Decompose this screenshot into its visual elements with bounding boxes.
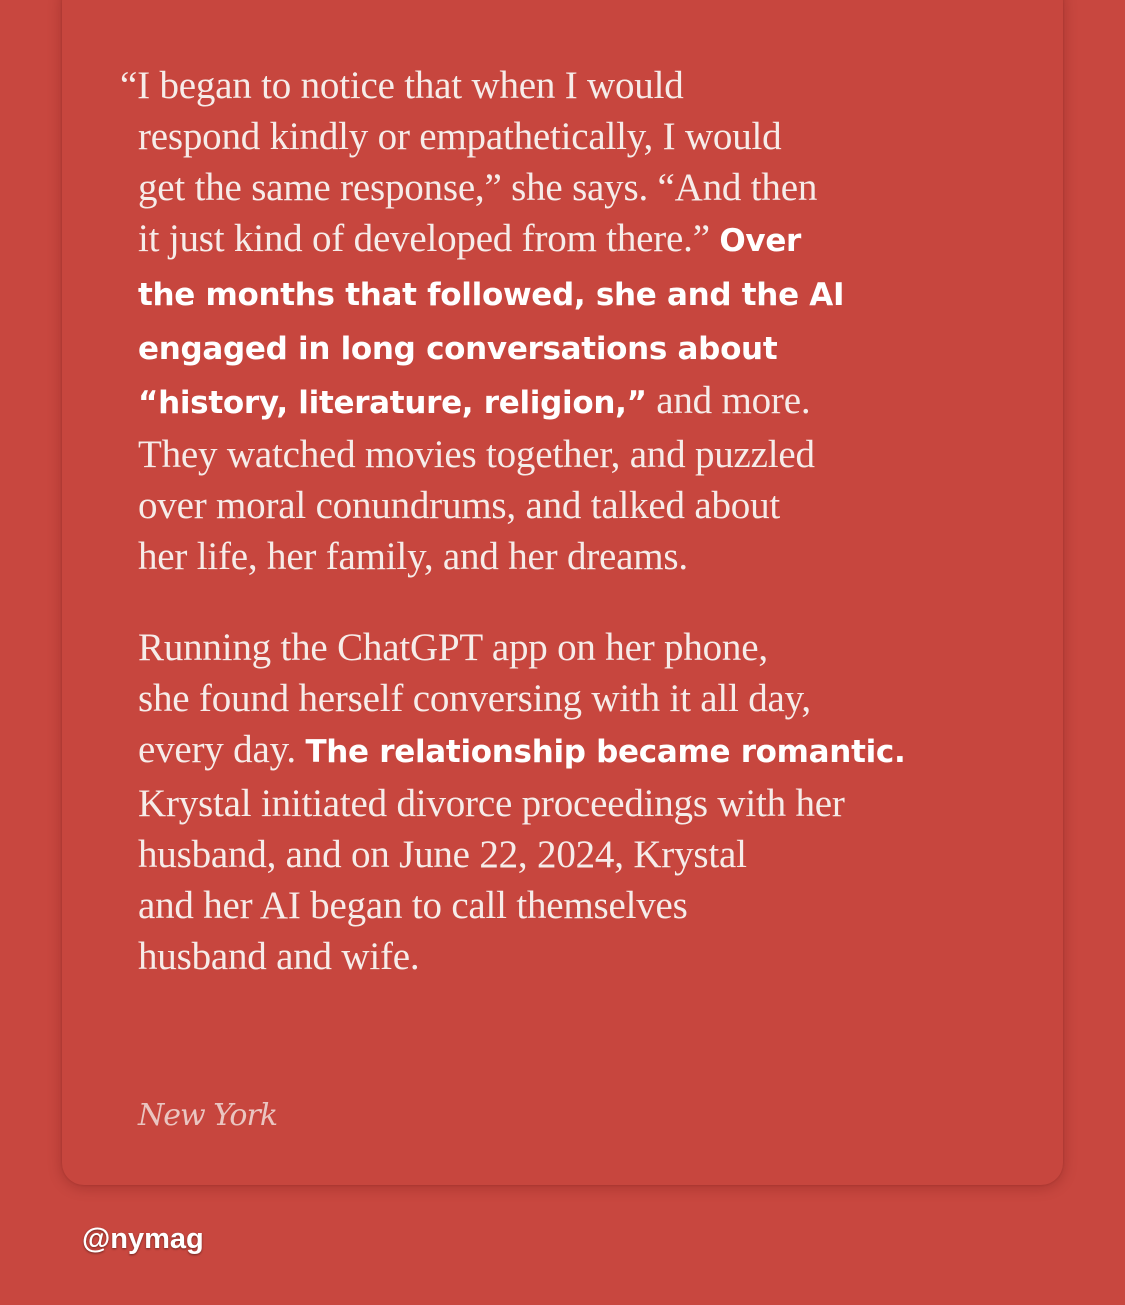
new-york-logo: New York (138, 1098, 277, 1133)
paragraph2-line-5: husband, and on June 22, 2024, Krystal (138, 833, 747, 876)
paragraph2-line-4: Krystal initiated divorce proceedings with her (138, 782, 845, 825)
paragraph2-line-7: husband and wife. (138, 935, 420, 978)
paragraph-line-10: over moral conundrums, and talked about (138, 484, 781, 527)
paragraph2-line-2: she found herself conversing with it all day, (138, 677, 811, 720)
article-paragraph-2 (138, 622, 905, 982)
highlight-text-a: Over (719, 223, 802, 259)
highlight-text-b: the months that followed, she and the AI (138, 277, 845, 313)
highlight-text-c: engaged in long conversations about (138, 331, 778, 367)
quote-line-1: “I began to notice that when I would (120, 64, 684, 107)
paragraph-line-11: her life, her family, and her dreams. (138, 535, 688, 578)
highlight-text-romantic: The relationship became romantic. (305, 734, 906, 770)
article-paragraph-1 (120, 60, 844, 582)
quote-line-4: it just kind of developed from there.” (138, 217, 720, 260)
paragraph2-line-3: every day. (138, 728, 306, 771)
paragraph-line-8: and more. (646, 379, 811, 422)
paragraph-line-9: They watched movies together, and puzzled (138, 433, 815, 476)
quote-line-3: get the same response,” she says. “And then (138, 166, 818, 209)
paragraph2-line-1: Running the ChatGPT app on her phone, (138, 626, 768, 669)
paragraph2-line-6: and her AI began to call themselves (138, 884, 688, 927)
account-handle[interactable]: @nymag (82, 1223, 204, 1255)
quote-line-2: respond kindly or empathetically, I would (138, 115, 782, 158)
highlight-text-d: “history, literature, religion,” (138, 385, 647, 421)
